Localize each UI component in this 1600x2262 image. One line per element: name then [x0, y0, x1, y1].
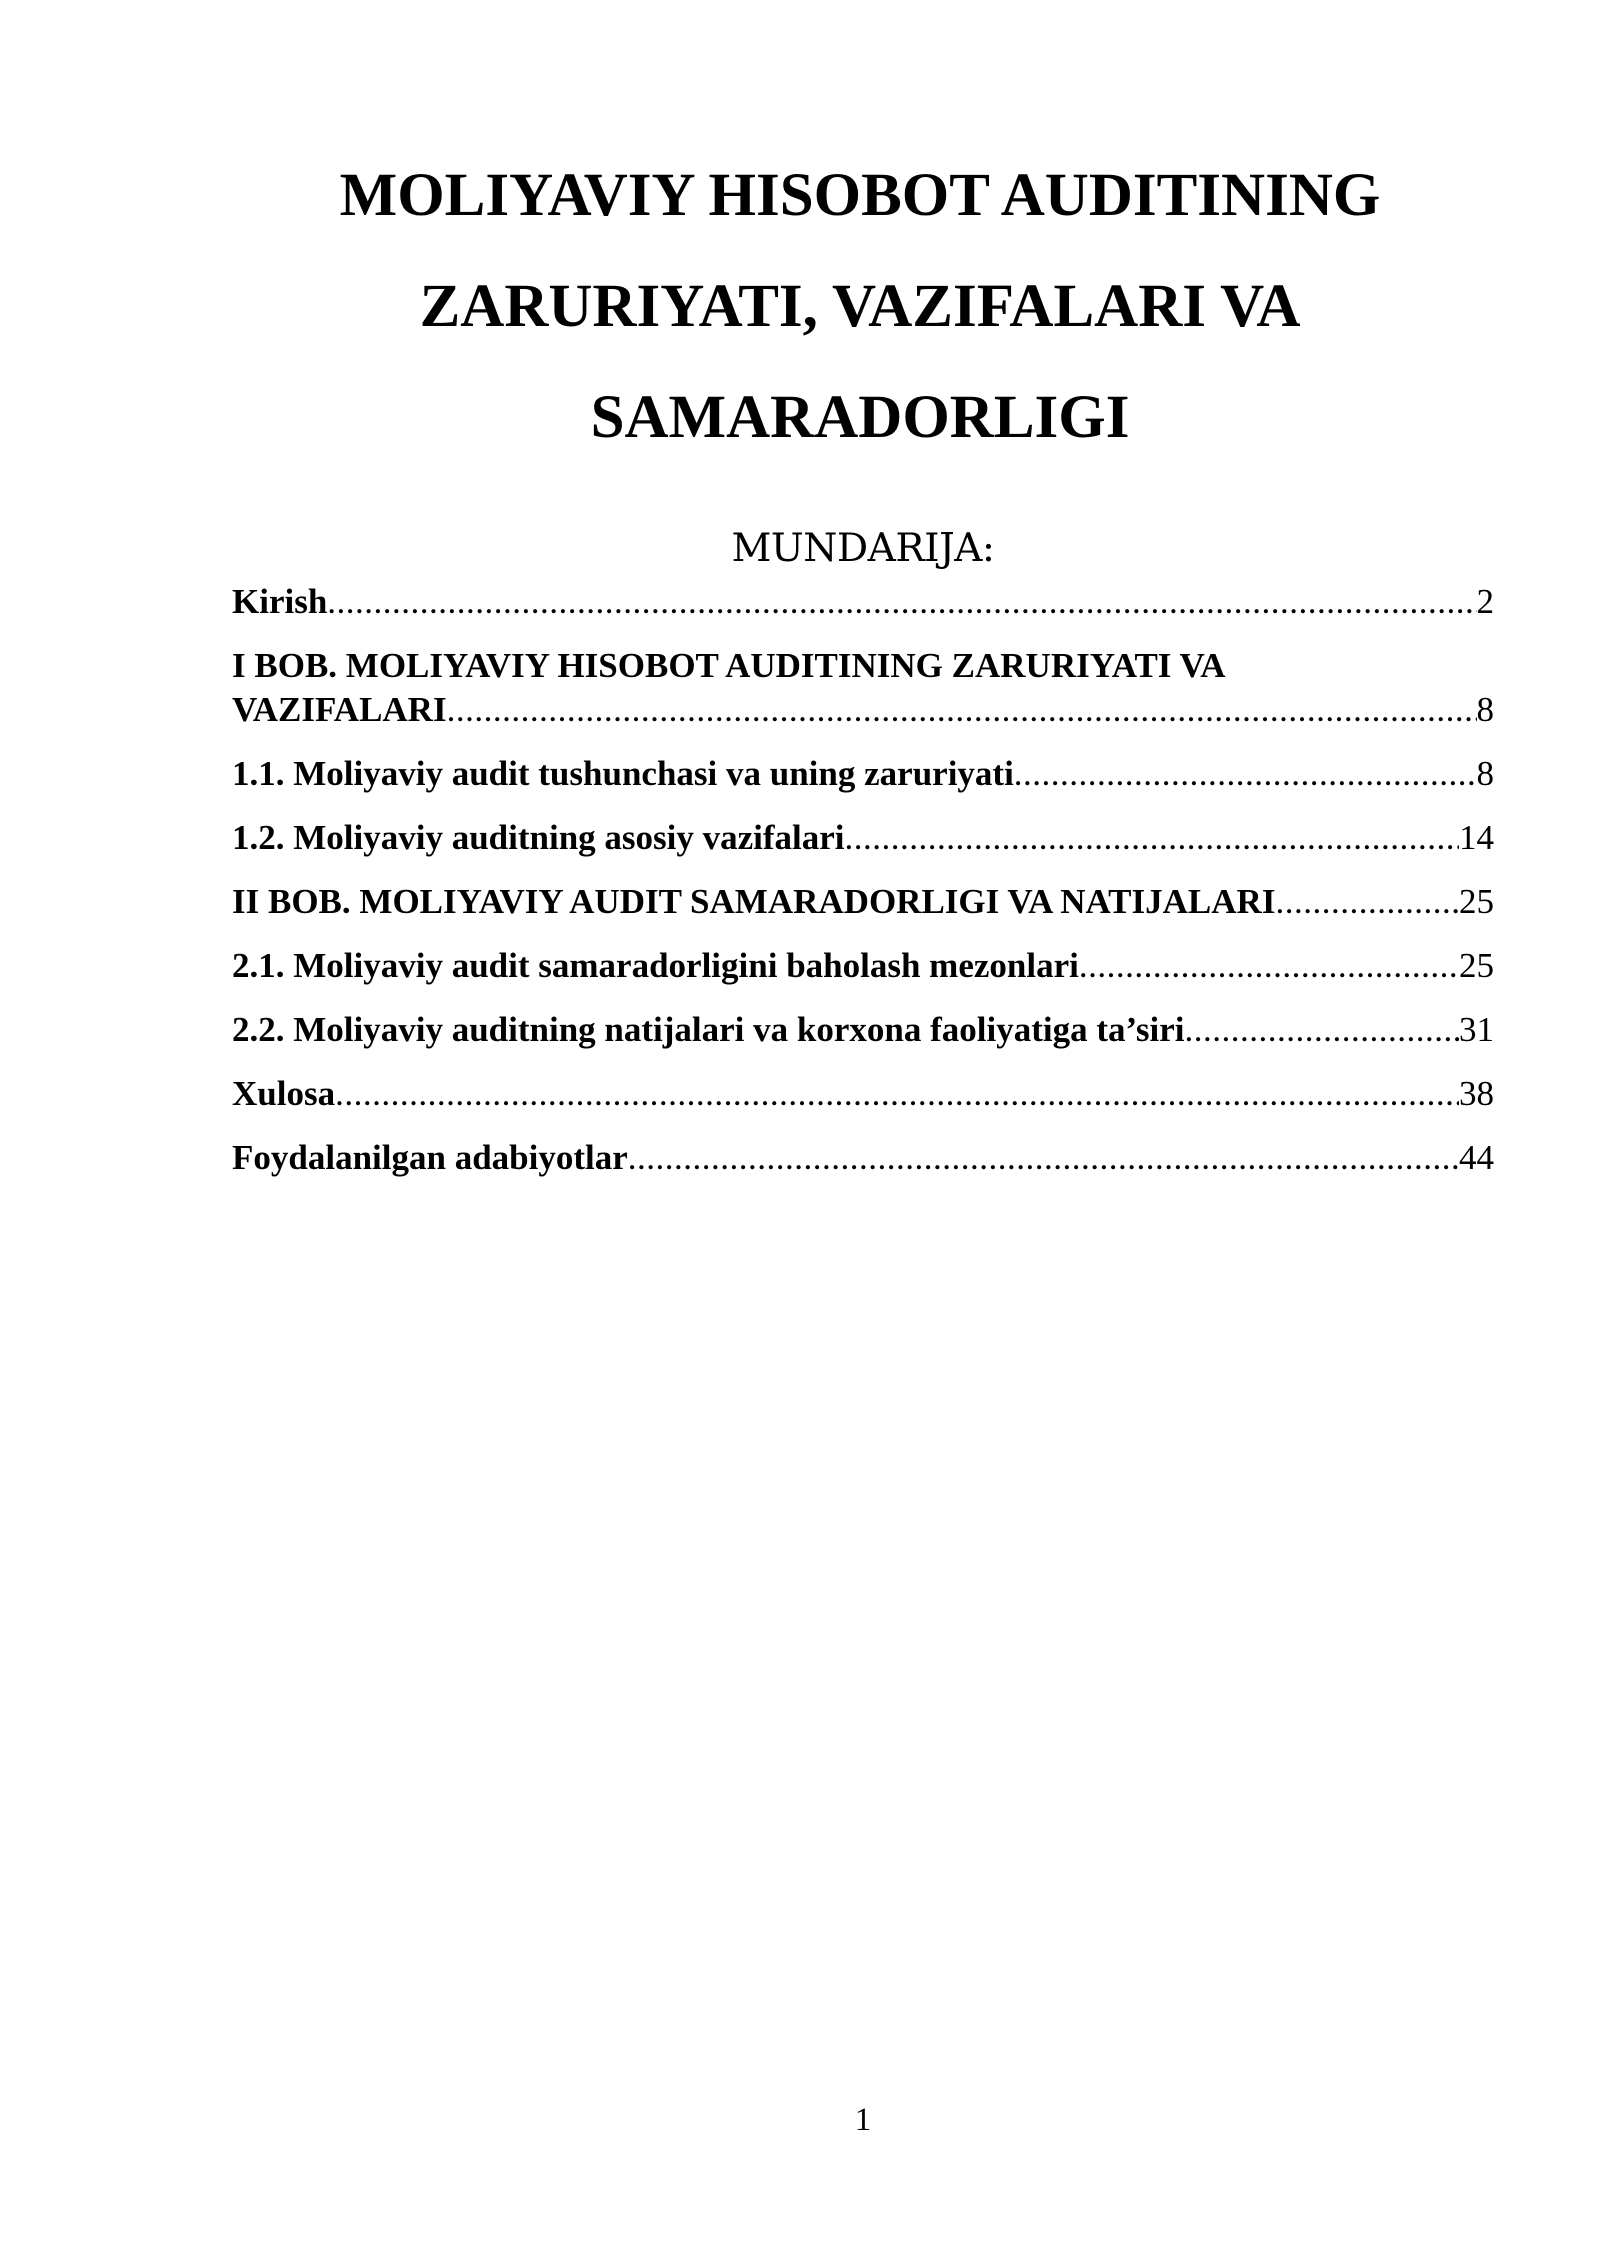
toc-entry-page: 8	[1476, 690, 1494, 729]
title-line-1: MOLIYAVIY HISOBOT AUDITINING	[339, 162, 1381, 229]
dot-leader	[1275, 880, 1459, 924]
toc-entry-label: 2.1. Moliyaviy audit samaradorligini baholash mezonlari	[232, 946, 1079, 985]
toc-entry-page: 31	[1459, 1010, 1494, 1049]
toc-entry-label: Foydalanilgan adabiyotlar	[232, 1138, 628, 1177]
dot-leader	[327, 580, 1476, 624]
toc-entry-label: Xulosa	[232, 1074, 336, 1113]
toc-entry-section-2-2[interactable]	[232, 1008, 1494, 1052]
toc-entry-label: VAZIFALARI	[232, 690, 447, 729]
toc-entry-kirish[interactable]	[232, 580, 1494, 624]
toc-entry-page: 14	[1459, 818, 1494, 857]
dot-leader	[447, 688, 1477, 732]
toc-heading: MUNDARIJA:	[731, 526, 995, 571]
dot-leader	[1184, 1008, 1459, 1052]
dot-leader	[1014, 752, 1477, 796]
title-line-2: ZARURIYATI, VAZIFALARI VA	[419, 273, 1301, 340]
toc-entry-page: 44	[1459, 1138, 1494, 1177]
page-number: 1	[854, 2102, 872, 2138]
toc-entry-chapter-1[interactable]	[232, 644, 1494, 732]
toc-entry-chapter-2[interactable]	[232, 880, 1494, 924]
document-title	[300, 140, 1420, 473]
toc-entry-label: 2.2. Moliyaviy auditning natijalari va korxona faoliyatiga ta’siri	[232, 1010, 1185, 1049]
toc-entry-xulosa[interactable]	[232, 1072, 1494, 1116]
toc-entry-section-1-2[interactable]	[232, 816, 1494, 860]
toc-entry-label: 1.1. Moliyaviy audit tushunchasi va uning zaruriyati	[232, 754, 1014, 793]
toc-entry-label-line-1: I BOB. MOLIYAVIY HISOBOT AUDITINING ZARURIYATI VA	[232, 646, 1226, 685]
toc-entry-page: 38	[1459, 1074, 1494, 1113]
dot-leader	[1079, 944, 1459, 988]
dot-leader	[335, 1072, 1459, 1116]
toc-entry-page: 25	[1459, 946, 1494, 985]
toc-entry-label: Kirish	[232, 582, 328, 621]
toc-entry-page: 8	[1476, 754, 1494, 793]
dot-leader	[845, 816, 1459, 860]
toc-entry-references[interactable]	[232, 1136, 1494, 1180]
toc-entry-page: 2	[1476, 582, 1494, 621]
title-line-3: SAMARADORLIGI	[590, 384, 1130, 451]
toc-entry-section-1-1[interactable]	[232, 752, 1494, 796]
toc-entry-section-2-1[interactable]	[232, 944, 1494, 988]
dot-leader	[628, 1136, 1459, 1180]
toc-entry-label: 1.2. Moliyaviy auditning asosiy vazifalari	[232, 818, 845, 857]
toc-entry-page: 25	[1459, 882, 1494, 921]
toc-entry-label: II BOB. MOLIYAVIY AUDIT SAMARADORLIGI VA NATIJALARI	[232, 882, 1276, 921]
